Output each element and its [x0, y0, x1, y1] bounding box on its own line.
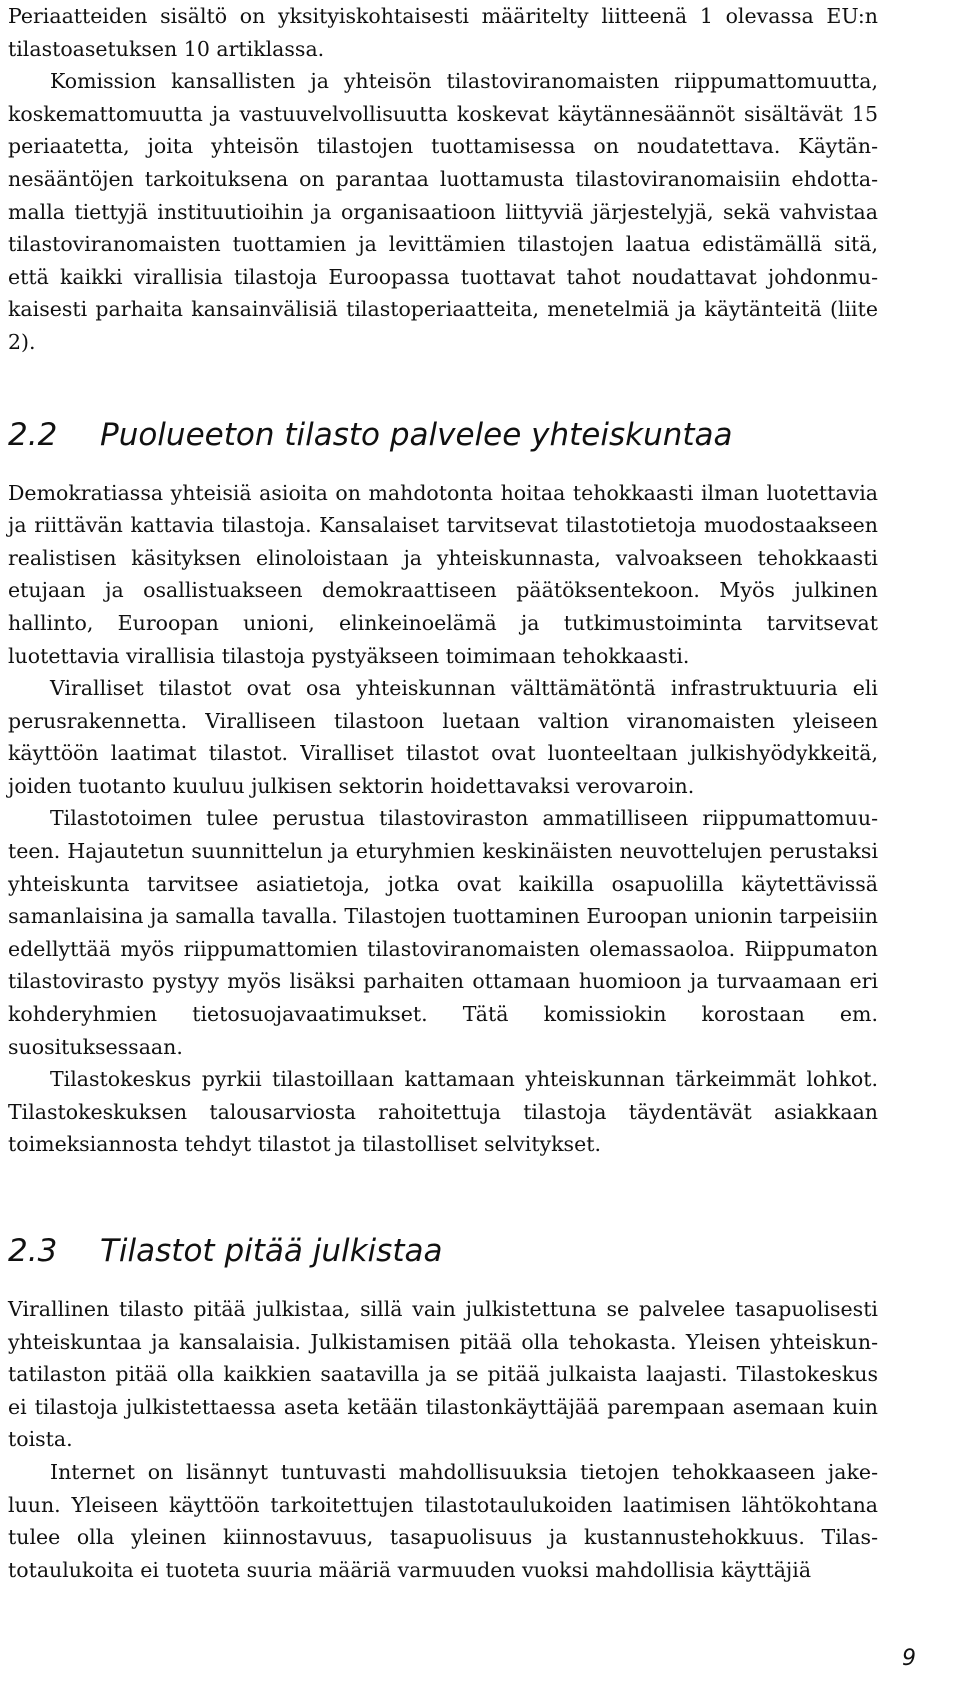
intro-paragraph-1: Periaatteiden sisältö on yksityiskohtaisesti määritelty liitteenä 1 olevassa EU:n tilastoasetuksen 10 artiklassa. — [8, 4, 878, 61]
section-2-3-paragraph-1: Virallinen tilasto pitää julkistaa, sillä vain julkistettuna se palvelee tasapuolisesti yhteiskuntaa ja kansalaisia. Julkistamisen pitää olla tehokasta. Yleisen yhteiskuntatilaston pitää olla kaikkien saatavilla ja se pitää julkaista laajasti. Tilastokeskus ei tilastoja julkistettaessa aseta ketään tilastonkäyttäjää parempaan asemaan kuin toista. — [8, 1297, 878, 1452]
section-2-2-paragraph-2: Viralliset tilastot ovat osa yhteiskunnan välttämätöntä infrastruktuuria eli perusrakennetta. Viralliseen tilastoon luetaan valtion viranomaisten yleiseen käyttöön laatimat tilastot. Viralliset tilastot ovat luonteeltaan julkishyödykkeitä, joiden tuotanto kuuluu julkisen sektorin hoidettavaksi verovaroin. — [8, 676, 878, 798]
section-title: Puolueeton tilasto palvelee yhteiskuntaa — [100, 416, 733, 453]
section-number: 2.3 — [8, 1233, 58, 1269]
section-number: 2.2 — [8, 416, 58, 453]
page-number: 9 — [902, 1646, 916, 1671]
section-2-3-paragraph-2: Internet on lisännyt tuntuvasti mahdollisuuksia tietojen tehokkaaseen jakeluun. Yleiseen käyttöön tarkoitettujen tilastotaulukoiden laatimisen lähtökohtana tulee olla yleinen kiinnostavuus, tasapuolisuus ja kustannustehokkuus. Tilastotaulukoita ei tuoteta suuria määriä varmuuden vuoksi mahdollisia käyttäjiä — [8, 1459, 878, 1582]
section-2-2-paragraph-3: Tilastotoimen tulee perustua tilastoviraston ammatilliseen riippumattomuuteen. Hajautetun suunnittelun ja eturyhmien keskinäisten neuvottelujen perustaksi yhteiskunta tarvitsee asiatietoja, jotka ovat kaikilla osapuolilla käytettävissä samanlaisina ja samalla tavalla. Tilastojen tuottaminen Euroopan unionin tarpeisiin edellyttää myös riippumattomien tilastoviranomaisten olemassaoloa. Riippumaton tilastovirasto pystyy myös lisäksi parhaiten ottamaan huomioon ja turvaamaan eri kohderyhmien tietosuojavaatimukset. Tätä komissiokin korostaan em. suosituksessaan. — [8, 806, 878, 1059]
section-2-2-paragraph-1: Demokratiassa yhteisiä asioita on mahdotonta hoitaa tehokkaasti ilman luotettavia ja riittävän kattavia tilastoja. Kansalaiset tarvitsevat tilastotietoja muodostaakseen realistisen käsityksen elinoloistaan ja yhteiskunnasta, valvoakseen tehokkaasti etujaan ja osallistuakseen demokraattiseen päätöksentekoon. Myös julkinen hallinto, Euroopan unioni, elinkeinoelämä ja tutkimustoiminta tarvitsevat luotettavia virallisia tilastoja pystyäkseen toimimaan tehokkaasti. — [8, 480, 878, 668]
section-heading-2-3 — [8, 1231, 878, 1271]
section-heading-2-2 — [8, 415, 878, 455]
intro-paragraph-2: Komission kansallisten ja yhteisön tilastoviranomaisten riippumattomuutta, koskemattomuutta ja vastuuvelvollisuutta koskevat käytännesäännöt sisältävät 15 periaatetta, joita yhteisön tilastojen tuottamisessa on noudatettava. Käytännesääntöjen tarkoituksena on parantaa luottamusta tilastoviranomaisiin ehdottamalla tiettyjä instituutioihin ja organisaatioon liittyviä järjestelyjä, sekä vahvistaa tilastoviranomaisten tuottamien ja levittämien tilastojen laatua edistämällä sitä, että kaikki virallisia tilastoja Euroopassa tuottavat tahot noudattavat johdonmukaisesti parhaita kansainvälisiä tilastoperiaatteita, menetelmiä ja käytänteitä (liite 2). — [8, 69, 878, 354]
document-page — [8, 0, 878, 1586]
section-title: Tilastot pitää julkistaa — [100, 1233, 443, 1269]
section-2-2-paragraph-4: Tilastokeskus pyrkii tilastoillaan kattamaan yhteiskunnan tärkeimmät lohkot. Tilastokeskuksen talousarviosta rahoitettuja tilastoja täydentävät asiakkaan toimeksiannosta tehdyt tilastot ja tilastolliset selvitykset. — [8, 1067, 878, 1157]
